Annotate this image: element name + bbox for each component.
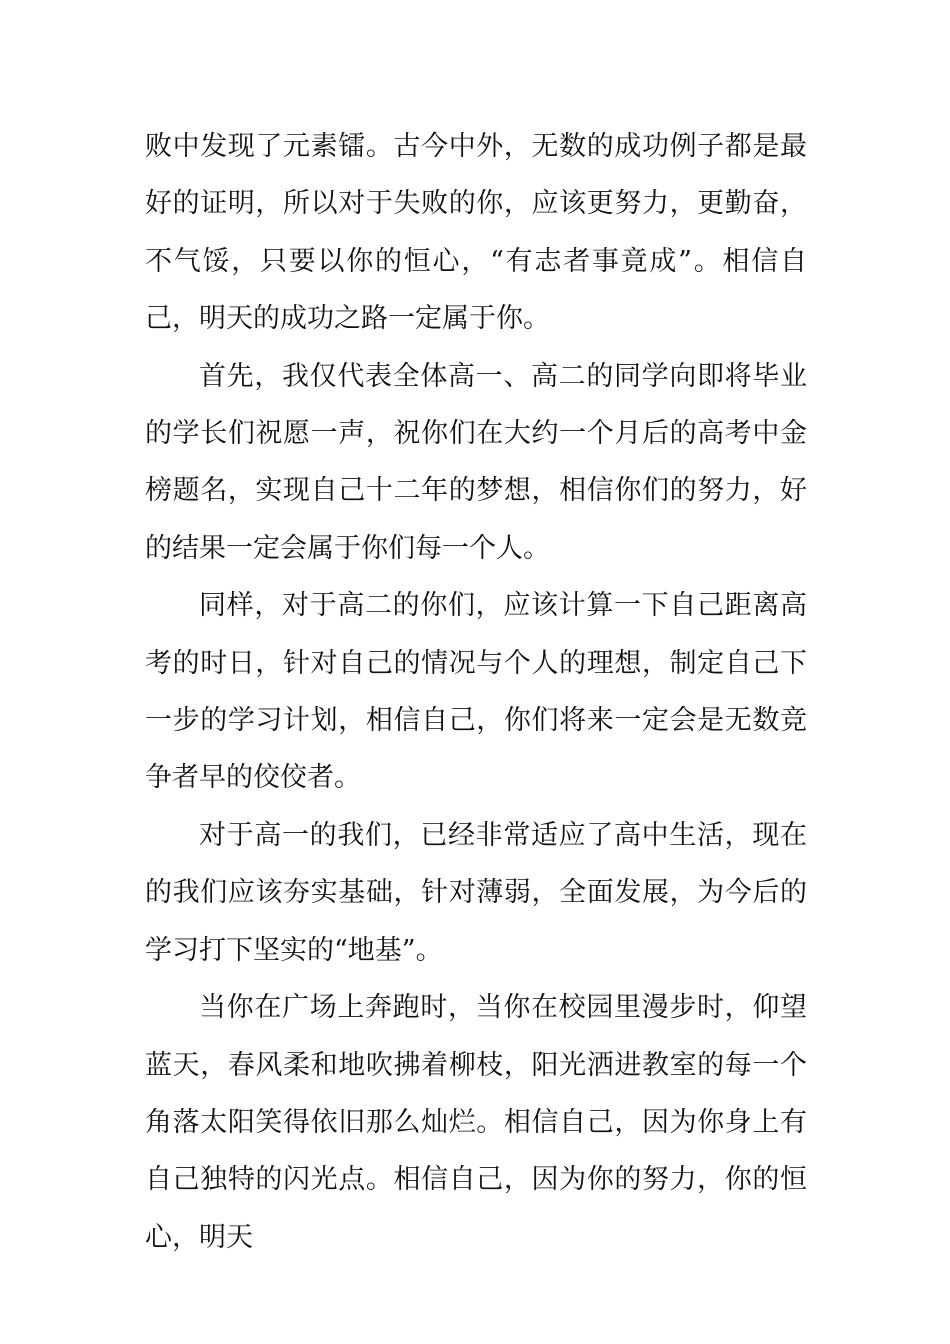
paragraph-1: 败中发现了元素镭。古今中外，无数的成功例子都是最好的证明，所以对于失败的你，应该更努力，更勤奋，不气馁，只要以你的恒心，“有志者事竟成”。相信自己，明天的成功之路一定属于你。 (145, 131, 807, 335)
paragraph-2: 首先，我仅代表全体高一、高二的同学向即将毕业的学长们祝愿一声，祝你们在大约一个月后的高考中金榜题名，实现自己十二年的梦想，相信你们的努力，好的结果一定会属于你们每一个人。 (145, 360, 807, 564)
paragraph-4: 对于高一的我们，已经非常适应了高中生活，现在的我们应该夯实基础，针对薄弱，全面发展，为今后的学习打下坚实的“地基”。 (145, 819, 807, 966)
body-text (145, 118, 807, 1266)
paragraph-3: 同样，对于高二的你们，应该计算一下自己距离高考的时日，针对自己的情况与个人的理想，制定自己下一步的学习计划，相信自己，你们将来一定会是无数竞争者早的佼佼者。 (145, 590, 807, 794)
paragraph-5: 当你在广场上奔跑时，当你在校园里漫步时，仰望蓝天，春风柔和地吹拂着柳枝，阳光洒进教室的每一个角落太阳笑得依旧那么灿烂。相信自己，因为你身上有自己独特的闪光点。相信自己，因为你的努力，你的恒心，明天 (145, 992, 807, 1253)
